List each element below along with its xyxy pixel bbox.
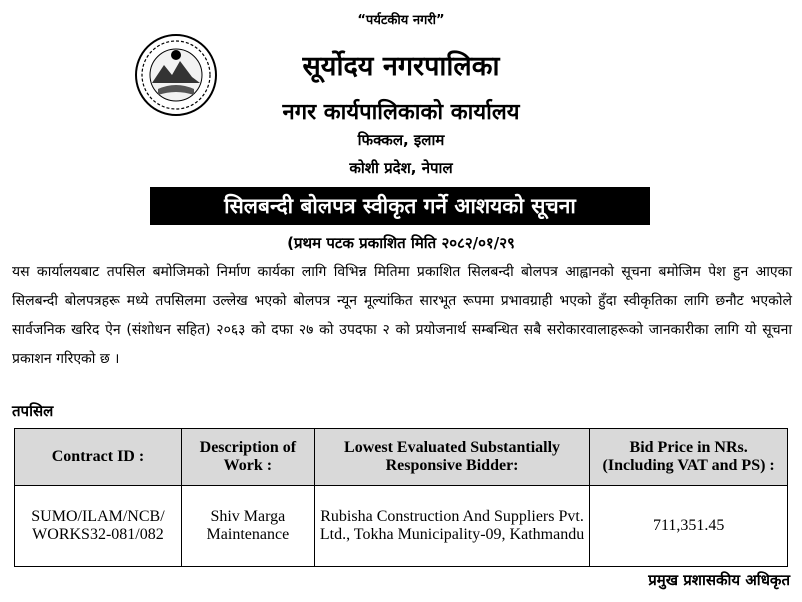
notice-body: यस कार्यालयबाट तपसिल बमोजिमको निर्माण कार्यका लागि विभिन्न मितिमा प्रकाशित सिलबन्दी बोलपत्र आह्वानको सूचना बमोजिम पेश हुन आएका सिलबन्दी बोलपत्रहरू मध्ये तपसिलमा उल्लेख भएको बोलपत्र न्यून मूल्यांकित सारभूत रूपमा प्रभावग्राही भएको हुँदा स्वीकृतिका लागि छनौट भएकोले सार्वजनिक खरिद ऐन (संशोधन सहित) २०६३ को दफा २७ को उपदफा २ को प्रयोजनार्थ सम्बन्धित सबै सरोकारवालाहरूको जानकारीका लागि यो सूचना प्रकाशन गरिएको छ । — [12, 264, 792, 367]
header-bidder: Lowest Evaluated Substantially Responsive Bidder: — [314, 429, 590, 486]
notice-title: सिलबन्दी बोलपत्र स्वीकृत गर्ने आशयको सूचना — [150, 187, 650, 225]
cell-bidder: Rubisha Construction And Suppliers Pvt. Ltd., Tokha Municipality-09, Kathmandu — [314, 486, 590, 567]
signatory: प्रमुख प्रशासकीय अधिकृत — [648, 571, 790, 589]
address-line-2: कोशी प्रदेश, नेपाल — [349, 159, 453, 177]
address-line-1: फिक्कल, इलाम — [357, 131, 445, 149]
header-price: Bid Price in NRs. (Including VAT and PS) : — [590, 429, 788, 486]
cell-description: Shiv Marga Maintenance — [181, 486, 314, 567]
organization-name: सूर्योदय नगरपालिका — [302, 51, 500, 82]
contracts-table — [14, 428, 788, 567]
table-row — [15, 486, 788, 567]
cell-price: 711,351.45 — [590, 486, 788, 567]
published-date: (प्रथम पटक प्रकाशित मिति २०८२/०१/२९ — [287, 234, 515, 252]
cell-contract-id: SUMO/ILAM/NCB/ WORKS32-081/082 — [15, 486, 182, 567]
table-header-row — [15, 429, 788, 486]
header-contract-id: Contract ID : — [15, 429, 182, 486]
header-description: Description of Work : — [181, 429, 314, 486]
schedule-label: तपसिल — [12, 402, 54, 420]
office-name: नगर कार्यपालिकाको कार्यालय — [282, 100, 520, 125]
tagline: “पर्यटकीय नगरी” — [357, 13, 445, 28]
